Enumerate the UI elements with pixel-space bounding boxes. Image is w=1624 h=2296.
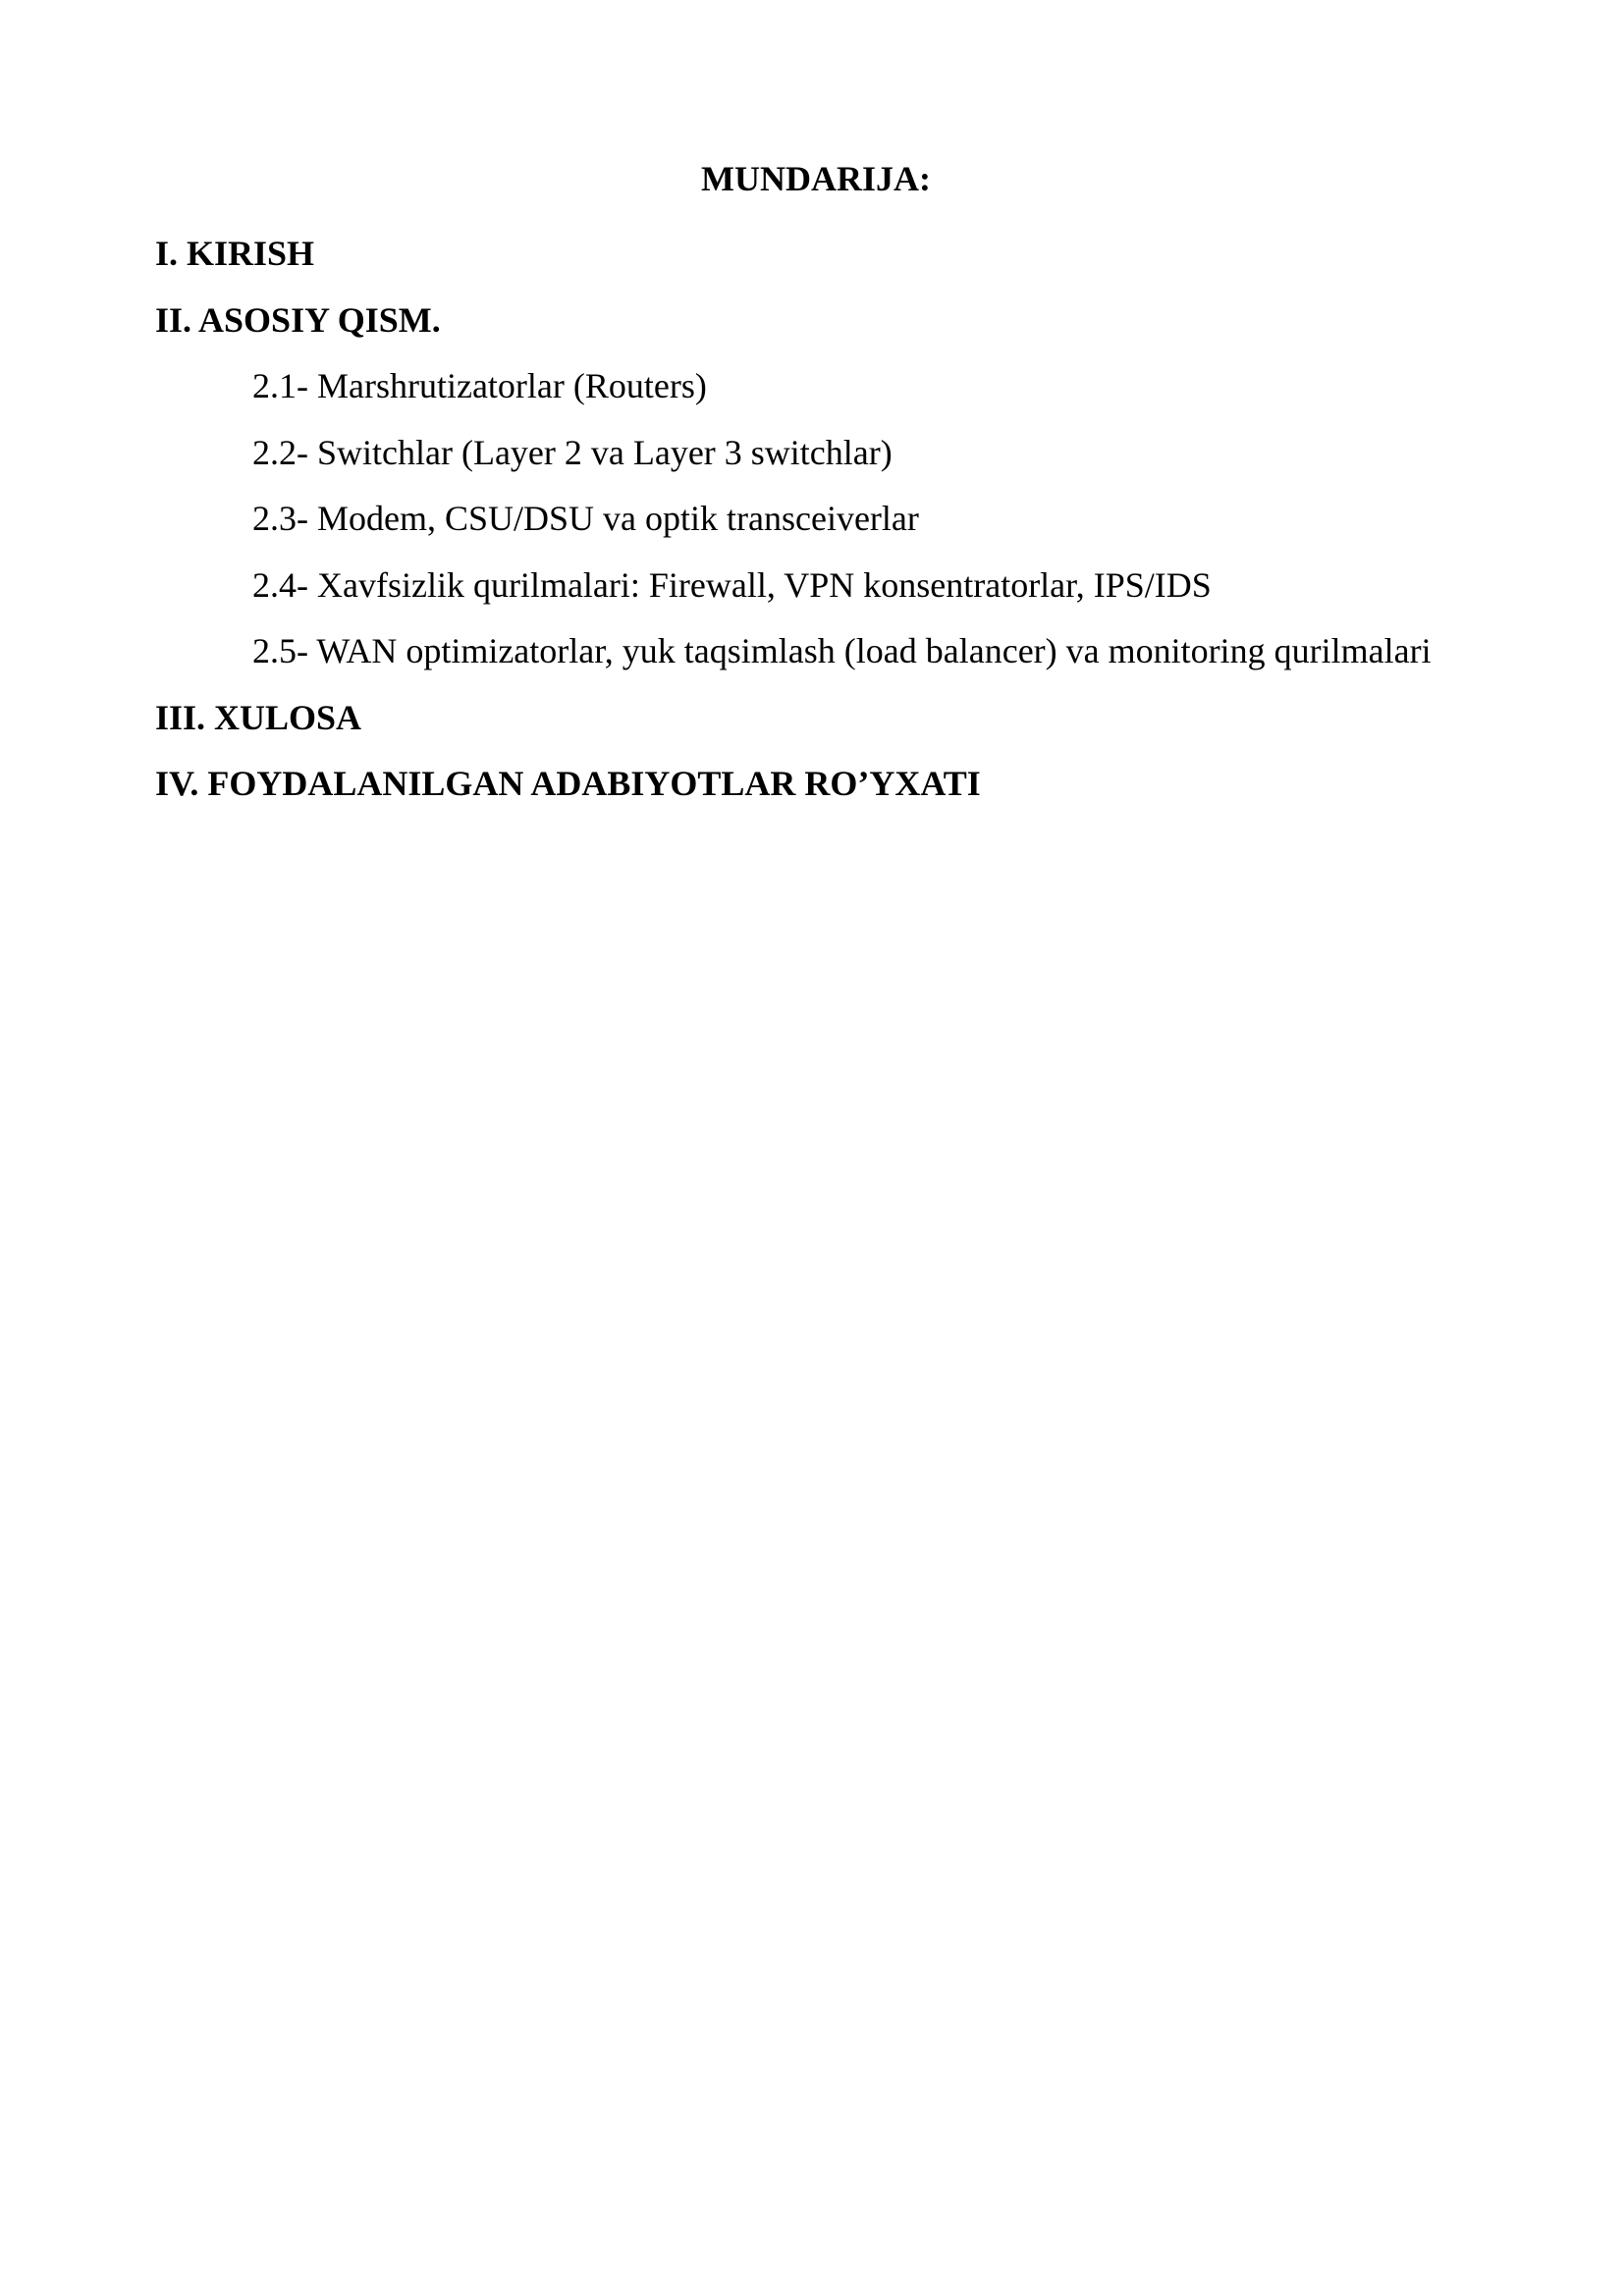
table-of-contents [155, 221, 1471, 818]
toc-item-2-2: 2.2- Switchlar (Layer 2 va Layer 3 switchlar) [252, 432, 893, 472]
toc-item-2-4: 2.4- Xavfsizlik qurilmalari: Firewall, VPN konsentratorlar, IPS/IDS [252, 564, 1212, 605]
toc-item-kirish: I. KIRISH [155, 234, 315, 273]
toc-item-2-3: 2.3- Modem, CSU/DSU va optik transceiverlar [252, 499, 919, 538]
toc-item-adabiyotlar: IV. FOYDALANILGAN ADABIYOTLAR RO’YXATI [155, 764, 981, 803]
toc-item-2-5: 2.5- WAN optimizatorlar, yuk taqsimlash (load balancer) va monitoring qurilmalari [252, 631, 1432, 670]
toc-item-2-1: 2.1- Marshrutizatorlar (Routers) [252, 366, 707, 405]
toc-title: MUNDARIJA: [701, 159, 931, 198]
toc-item-xulosa: III. XULOSA [155, 697, 362, 737]
toc-item-asosiy-qism: II. ASOSIY QISM. [155, 299, 441, 340]
